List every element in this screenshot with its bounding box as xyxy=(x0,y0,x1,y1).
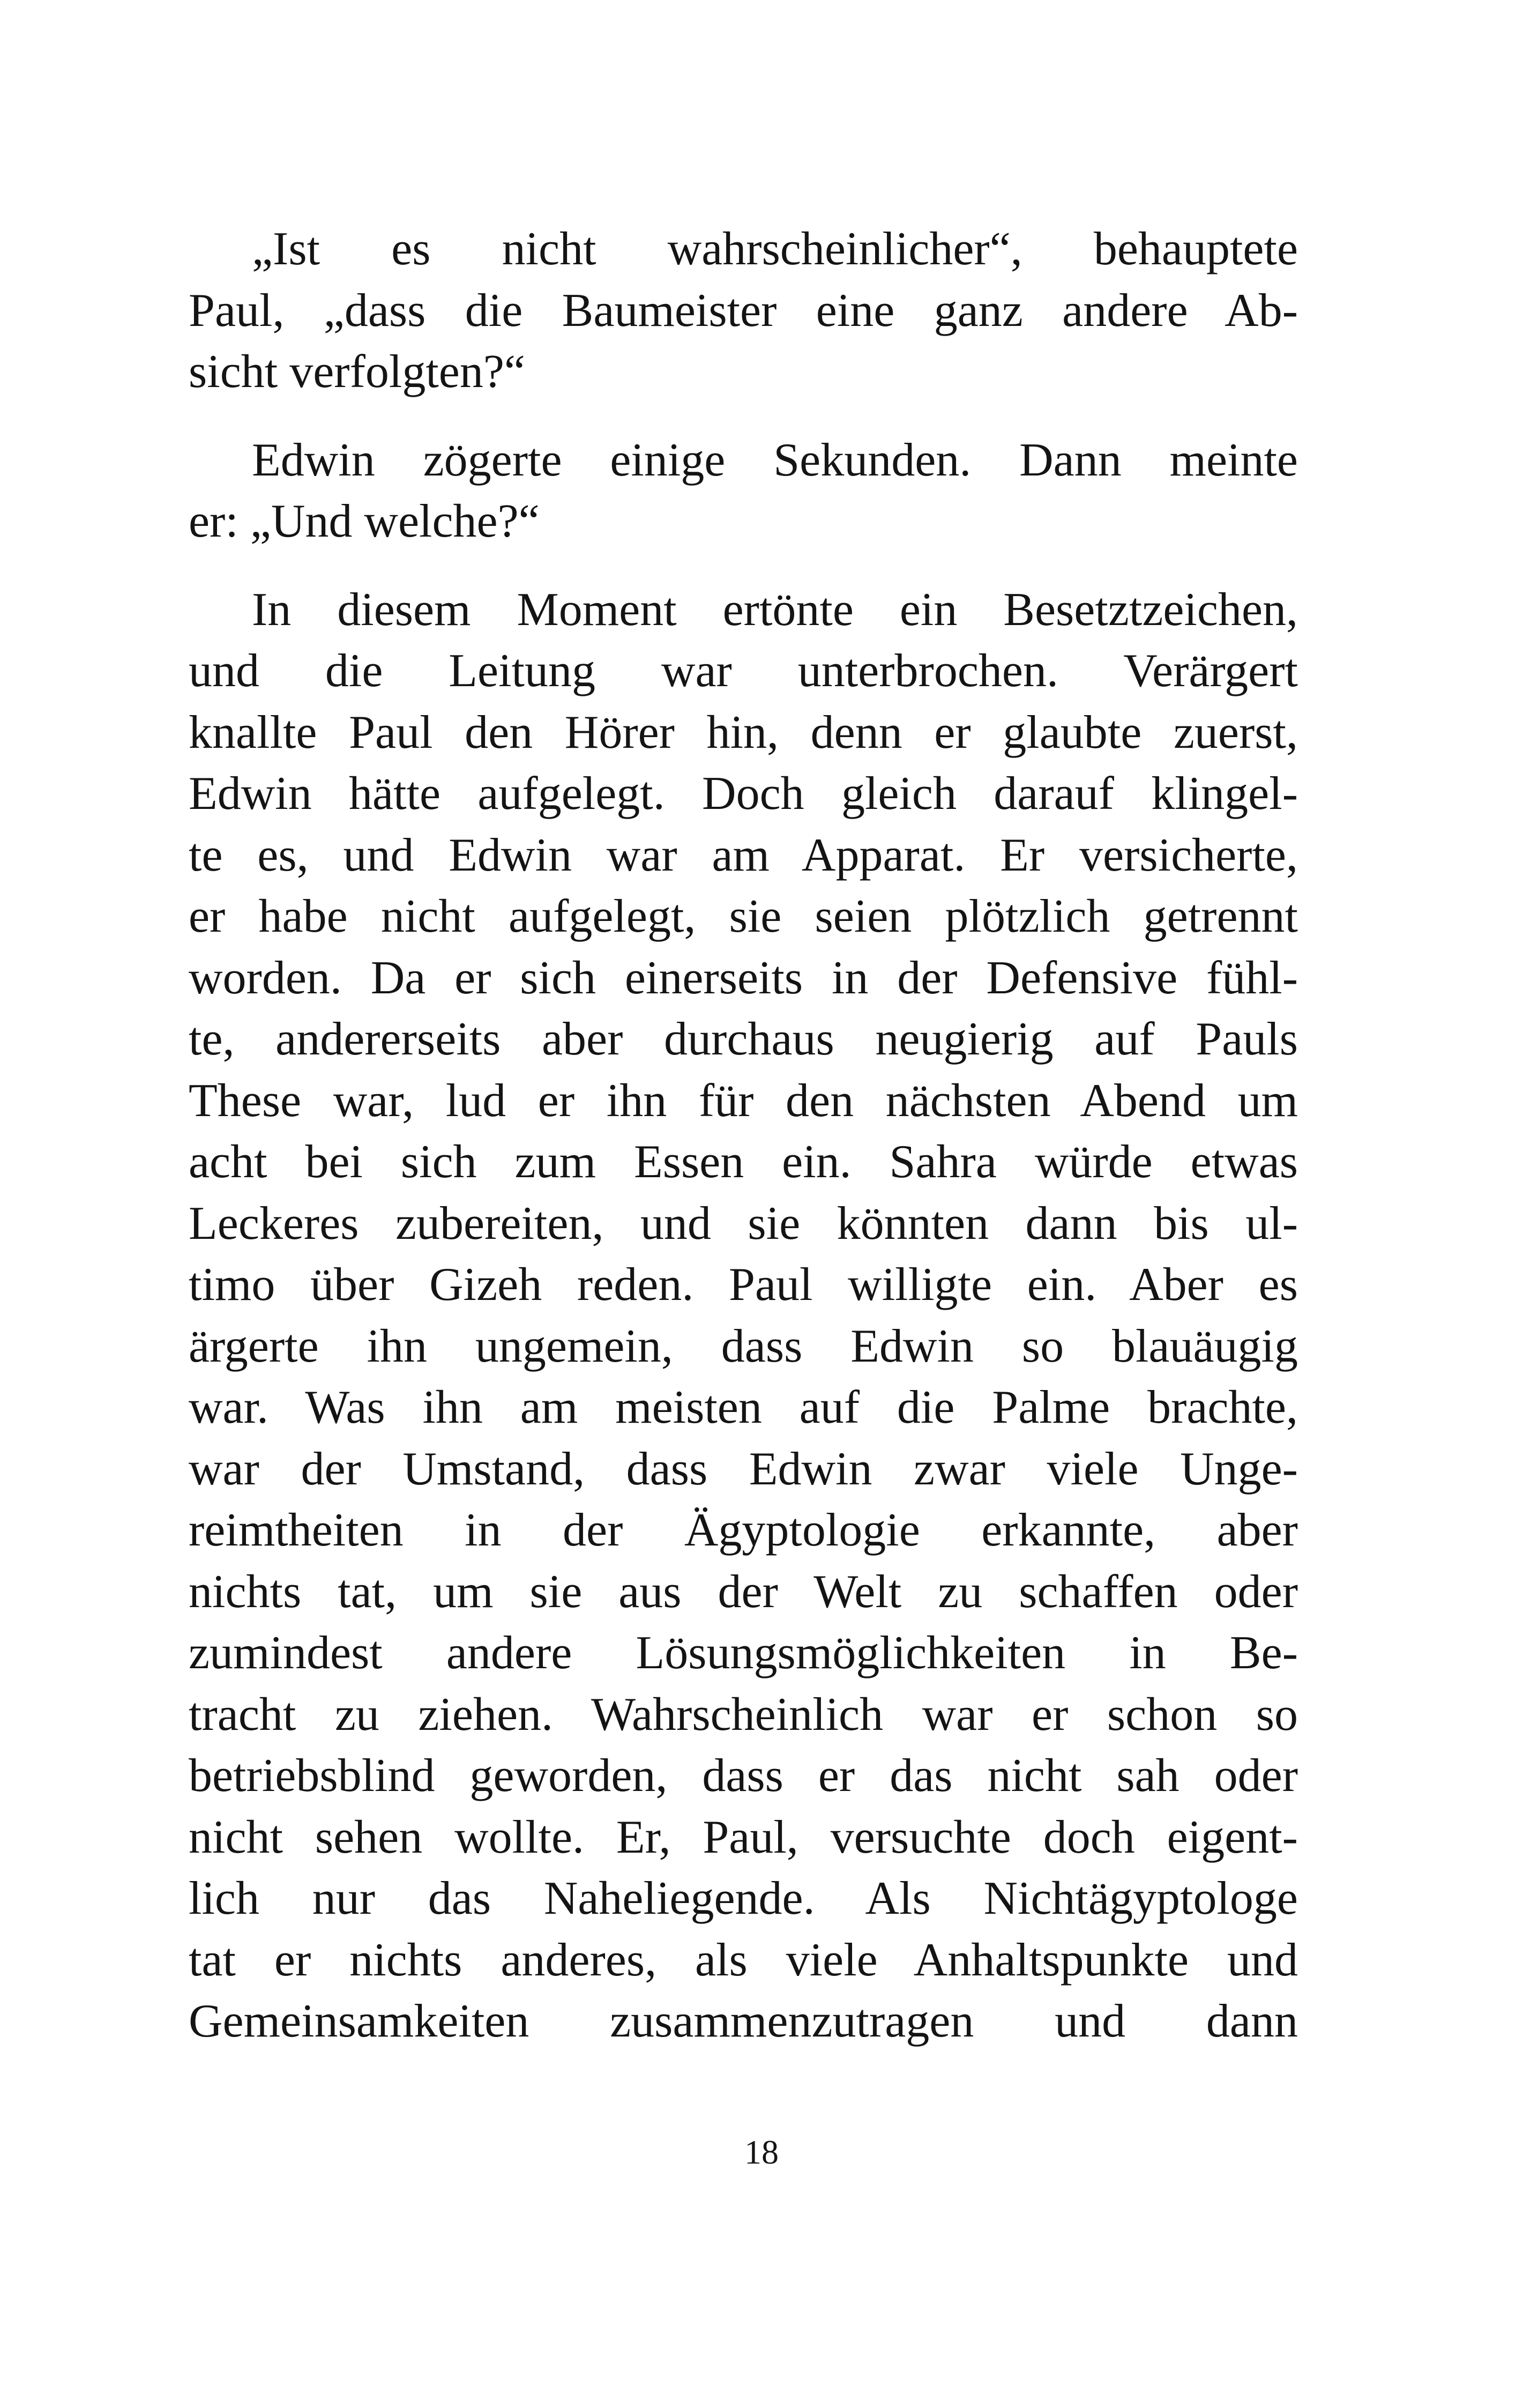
paragraph-3 xyxy=(189,579,1298,2053)
text-line: und die Leitung war unterbrochen. Verärgert xyxy=(189,645,1298,697)
text-line: „Ist es nicht wahrscheinlicher“, behauptete xyxy=(252,223,1298,275)
text-line: tat er nichts anderes, als viele Anhaltspunkte und xyxy=(189,1934,1298,1986)
text-line: These war, lud er ihn für den nächsten Abend um xyxy=(189,1074,1298,1127)
text-line: timo über Gizeh reden. Paul willigte ein. Aber es xyxy=(189,1259,1298,1311)
page-number: 18 xyxy=(744,2133,779,2171)
text-line: Leckeres zubereiten, und sie könnten dann bis ul- xyxy=(189,1197,1298,1250)
text-line: te es, und Edwin war am Apparat. Er versicherte, xyxy=(189,829,1298,881)
text-line: te, andererseits aber durchaus neugierig auf Pauls xyxy=(189,1013,1298,1065)
text-line: reimtheiten in der Ägyptologie erkannte, aber xyxy=(189,1504,1298,1556)
paragraph-2 xyxy=(189,430,1298,553)
body-text xyxy=(189,219,1298,2053)
text-line: Gemeinsamkeiten zusammenzutragen und dann xyxy=(189,1995,1298,2047)
text-line: er: „Und welche?“ xyxy=(189,495,540,547)
text-line: war. Was ihn am meisten auf die Palme brachte, xyxy=(189,1381,1298,1433)
paragraph-1 xyxy=(189,219,1298,403)
text-line: er habe nicht aufgelegt, sie seien plötzlich getrennt xyxy=(189,890,1298,942)
text-line: Paul, „dass die Baumeister eine ganz andere Ab- xyxy=(189,284,1298,337)
text-line: knallte Paul den Hörer hin, denn er glaubte zuerst, xyxy=(189,706,1298,759)
text-line: worden. Da er sich einerseits in der Defensive fühl- xyxy=(189,952,1298,1004)
text-line: tracht zu ziehen. Wahrscheinlich war er schon so xyxy=(189,1688,1298,1741)
text-line: nicht sehen wollte. Er, Paul, versuchte doch eigent- xyxy=(189,1811,1298,1863)
text-line: ärgerte ihn ungemein, dass Edwin so blauäugig xyxy=(189,1320,1298,1372)
text-line: In diesem Moment ertönte ein Besetztzeichen, xyxy=(252,583,1298,636)
text-line: Edwin zögerte einige Sekunden. Dann meinte xyxy=(252,434,1298,486)
text-line: zumindest andere Lösungsmöglichkeiten in Be- xyxy=(189,1627,1298,1679)
text-line: Edwin hätte aufgelegt. Doch gleich darauf klingel- xyxy=(189,768,1298,820)
text-line: nichts tat, um sie aus der Welt zu schaffen oder xyxy=(189,1565,1298,1618)
text-line: betriebsblind geworden, dass er das nicht sah oder xyxy=(189,1750,1298,1802)
text-line: sicht verfolgten?“ xyxy=(189,346,525,398)
text-line: acht bei sich zum Essen ein. Sahra würde etwas xyxy=(189,1136,1298,1188)
text-line: war der Umstand, dass Edwin zwar viele Unge- xyxy=(189,1443,1298,1495)
text-line: lich nur das Naheliegende. Als Nichtägyptologe xyxy=(189,1872,1298,1924)
